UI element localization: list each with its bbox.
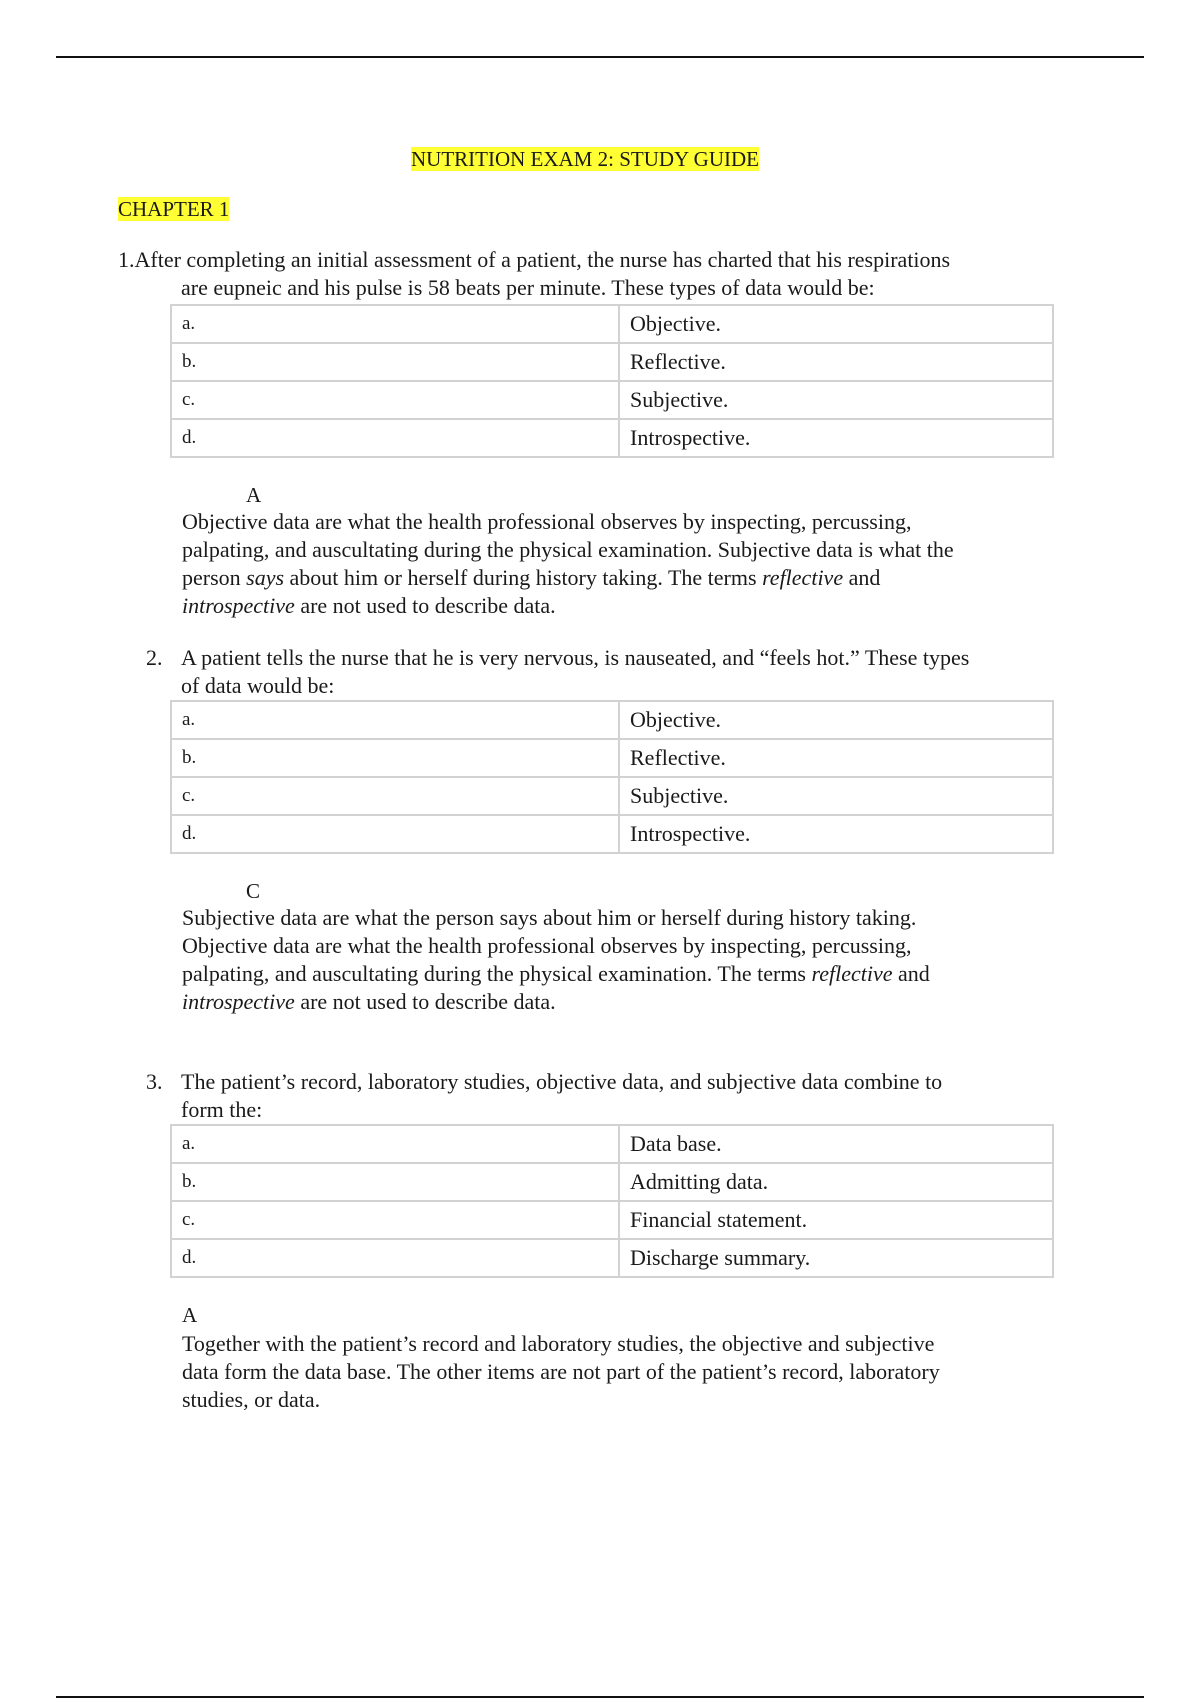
question-2-stem-line2: of data would be: bbox=[181, 673, 335, 698]
question-2-stem-line1: A patient tells the nurse that he is very nervous, is nauseated, and “feels hot.” These types bbox=[181, 645, 970, 670]
option-text: Introspective. bbox=[619, 815, 1053, 853]
option-letter: c. bbox=[171, 1201, 619, 1239]
question-1-answer: A bbox=[246, 483, 262, 507]
table-row bbox=[171, 1239, 1053, 1277]
explanation-line: person says about him or herself during history taking. The terms reflective and bbox=[182, 565, 881, 590]
explanation-line: Objective data are what the health professional observes by inspecting, percussing, bbox=[182, 509, 912, 534]
explanation-line: Together with the patient’s record and laboratory studies, the objective and subjective bbox=[182, 1331, 935, 1356]
option-text: Objective. bbox=[619, 701, 1053, 739]
option-text: Discharge summary. bbox=[619, 1239, 1053, 1277]
option-letter: d. bbox=[171, 815, 619, 853]
option-text: Data base. bbox=[619, 1125, 1053, 1163]
table-row bbox=[171, 701, 1053, 739]
option-text: Subjective. bbox=[619, 381, 1053, 419]
table-row bbox=[171, 777, 1053, 815]
option-letter: b. bbox=[171, 739, 619, 777]
table-row bbox=[171, 739, 1053, 777]
page-top-rule bbox=[56, 56, 1144, 58]
question-2-explanation bbox=[182, 904, 1062, 1016]
question-3-stem-line2: form the: bbox=[181, 1097, 263, 1122]
table-row bbox=[171, 1163, 1053, 1201]
explanation-line: palpating, and auscultating during the physical examination. The terms reflective and bbox=[182, 961, 930, 986]
option-text: Subjective. bbox=[619, 777, 1053, 815]
chapter-heading bbox=[118, 196, 229, 222]
question-2-answer: C bbox=[246, 879, 261, 903]
table-row bbox=[171, 815, 1053, 853]
option-text: Reflective. bbox=[619, 739, 1053, 777]
page-title bbox=[0, 146, 1170, 172]
question-2-number: 2. bbox=[146, 645, 163, 670]
question-1-options-table bbox=[170, 304, 1054, 458]
option-text: Reflective. bbox=[619, 343, 1053, 381]
table-row bbox=[171, 305, 1053, 343]
table-row bbox=[171, 343, 1053, 381]
question-1-stem-line1: 1.After completing an initial assessment of a patient, the nurse has charted that his respirations bbox=[118, 247, 951, 272]
explanation-line: introspective are not used to describe data. bbox=[182, 989, 556, 1014]
explanation-line: data form the data base. The other items are not part of the patient’s record, laboratory bbox=[182, 1359, 940, 1384]
explanation-line: Subjective data are what the person says about him or herself during history taking. bbox=[182, 905, 917, 930]
option-letter: b. bbox=[171, 1163, 619, 1201]
table-row bbox=[171, 381, 1053, 419]
option-letter: a. bbox=[171, 701, 619, 739]
option-letter: b. bbox=[171, 343, 619, 381]
table-row bbox=[171, 1125, 1053, 1163]
question-1 bbox=[118, 246, 1058, 302]
option-text: Objective. bbox=[619, 305, 1053, 343]
question-1-explanation bbox=[182, 508, 1062, 620]
question-3-explanation bbox=[182, 1330, 1062, 1414]
table-row bbox=[171, 419, 1053, 457]
question-1-stem-line2: are eupneic and his pulse is 58 beats per minute. These types of data would be: bbox=[181, 275, 875, 300]
option-letter: c. bbox=[171, 777, 619, 815]
option-letter: d. bbox=[171, 419, 619, 457]
question-1-number: 1. bbox=[118, 247, 135, 272]
option-text: Admitting data. bbox=[619, 1163, 1053, 1201]
question-3-answer: A bbox=[182, 1303, 198, 1327]
question-2 bbox=[146, 644, 1066, 700]
option-letter: a. bbox=[171, 305, 619, 343]
explanation-line: studies, or data. bbox=[182, 1387, 321, 1412]
question-3-options-table bbox=[170, 1124, 1054, 1278]
page-title-text: NUTRITION EXAM 2: STUDY GUIDE bbox=[410, 147, 760, 171]
question-3-stem-line1: The patient’s record, laboratory studies, objective data, and subjective data combine to bbox=[181, 1069, 943, 1094]
option-letter: c. bbox=[171, 381, 619, 419]
question-3-number: 3. bbox=[146, 1069, 163, 1094]
chapter-heading-text: CHAPTER 1 bbox=[118, 197, 230, 221]
option-text: Financial statement. bbox=[619, 1201, 1053, 1239]
option-letter: a. bbox=[171, 1125, 619, 1163]
explanation-line: palpating, and auscultating during the physical examination. Subjective data is what the bbox=[182, 537, 954, 562]
explanation-line: Objective data are what the health professional observes by inspecting, percussing, bbox=[182, 933, 912, 958]
option-letter: d. bbox=[171, 1239, 619, 1277]
option-text: Introspective. bbox=[619, 419, 1053, 457]
explanation-line: introspective are not used to describe data. bbox=[182, 593, 556, 618]
page-bottom-rule bbox=[56, 1696, 1144, 1698]
question-3 bbox=[146, 1068, 1066, 1124]
question-2-options-table bbox=[170, 700, 1054, 854]
table-row bbox=[171, 1201, 1053, 1239]
